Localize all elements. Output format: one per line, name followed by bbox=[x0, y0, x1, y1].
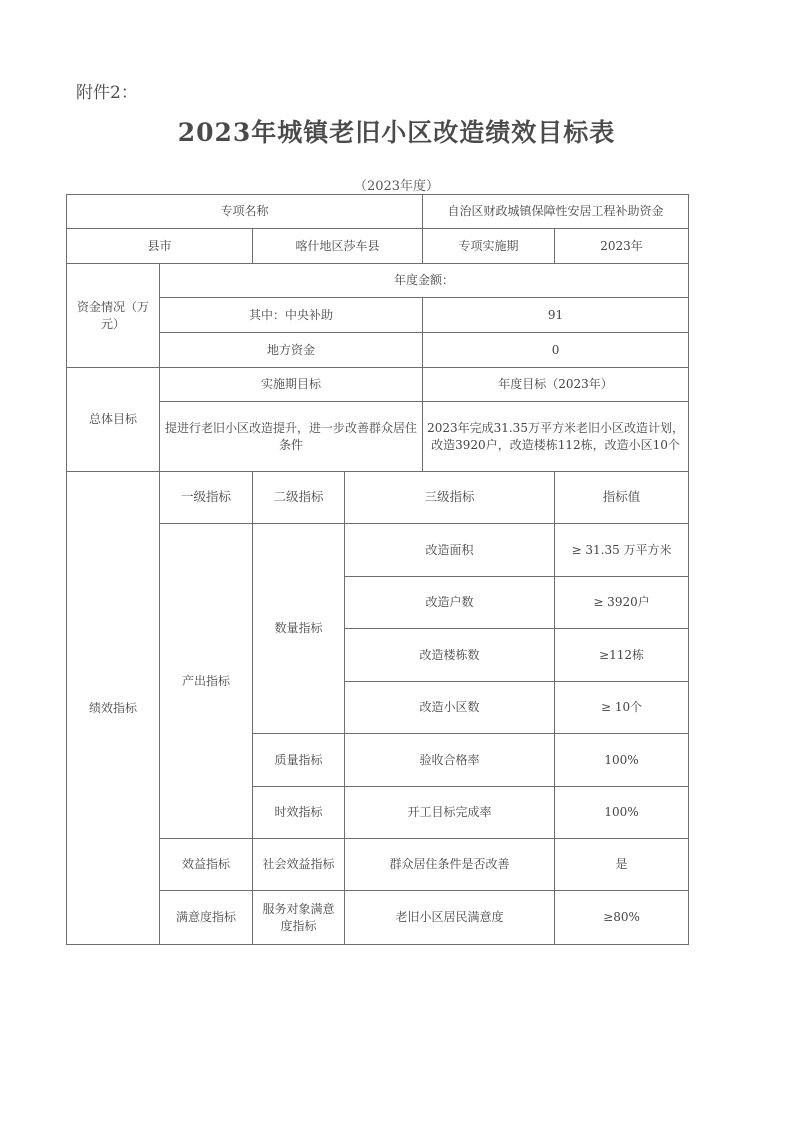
indicator-name: 改造小区数 bbox=[345, 682, 555, 734]
indicator-value: ≥ 3920户 bbox=[555, 577, 689, 629]
county-label: 县市 bbox=[67, 229, 253, 264]
central-subsidy-label: 其中：中央补助 bbox=[160, 298, 423, 333]
document-title: 2023年城镇老旧小区改造绩效目标表 bbox=[177, 118, 616, 147]
indicator-value: 100% bbox=[555, 734, 689, 787]
annual-amount-row bbox=[67, 264, 689, 298]
quantity-indicator-label: 数量指标 bbox=[253, 524, 345, 734]
overall-goal-row bbox=[67, 402, 689, 472]
performance-target-table bbox=[66, 194, 689, 945]
period-goal-text: 提进行老旧小区改造提升，进一步改善群众居住条件 bbox=[160, 402, 423, 472]
indicator-name: 验收合格率 bbox=[345, 734, 555, 787]
central-subsidy-value: 91 bbox=[423, 298, 689, 333]
year-note: （2023年度） bbox=[353, 179, 440, 194]
table-row bbox=[67, 524, 689, 577]
central-subsidy-row bbox=[67, 298, 689, 333]
project-name-value: 自治区财政城镇保障性安居工程补助资金 bbox=[423, 195, 689, 229]
indicator-name: 开工目标完成率 bbox=[345, 787, 555, 839]
social-benefit-indicator-label: 社会效益指标 bbox=[253, 839, 345, 891]
annual-amount-label: 年度金额： bbox=[160, 264, 689, 298]
level2-header: 二级指标 bbox=[253, 472, 345, 524]
funds-label: 资金情况（万元） bbox=[67, 264, 160, 368]
indicator-header-row bbox=[67, 472, 689, 524]
project-name-row bbox=[67, 195, 689, 229]
timeliness-indicator-label: 时效指标 bbox=[253, 787, 345, 839]
county-row bbox=[67, 229, 689, 264]
project-name-label: 专项名称 bbox=[67, 195, 423, 229]
table-row bbox=[67, 839, 689, 891]
level1-header: 一级指标 bbox=[160, 472, 253, 524]
indicator-name: 改造面积 bbox=[345, 524, 555, 577]
service-satisfaction-indicator-label: 服务对象满意度指标 bbox=[253, 891, 345, 945]
indicator-value: ≥80% bbox=[555, 891, 689, 945]
overall-goal-header-row bbox=[67, 368, 689, 402]
indicator-value: ≥112栋 bbox=[555, 629, 689, 682]
period-value: 2023年 bbox=[555, 229, 689, 264]
satisfaction-indicator-label: 满意度指标 bbox=[160, 891, 253, 945]
level3-header: 三级指标 bbox=[345, 472, 555, 524]
benefit-indicator-label: 效益指标 bbox=[160, 839, 253, 891]
indicator-value: 是 bbox=[555, 839, 689, 891]
indicator-value: 100% bbox=[555, 787, 689, 839]
annual-goal-header: 年度目标（2023年） bbox=[423, 368, 689, 402]
performance-indicator-label: 绩效指标 bbox=[67, 472, 160, 945]
overall-goal-label: 总体目标 bbox=[67, 368, 160, 472]
indicator-name: 群众居住条件是否改善 bbox=[345, 839, 555, 891]
period-label: 专项实施期 bbox=[423, 229, 555, 264]
annual-goal-text: 2023年完成31.35万平方米老旧小区改造计划，改造3920户，改造楼栋112栋，改造小区10个 bbox=[423, 402, 689, 472]
indicator-value: ≥ 31.35 万平方米 bbox=[555, 524, 689, 577]
quality-indicator-label: 质量指标 bbox=[253, 734, 345, 787]
county-value: 喀什地区莎车县 bbox=[253, 229, 423, 264]
output-indicator-label: 产出指标 bbox=[160, 524, 253, 839]
local-funds-label: 地方资金 bbox=[160, 333, 423, 368]
period-goal-header: 实施期目标 bbox=[160, 368, 423, 402]
indicator-name: 改造户数 bbox=[345, 577, 555, 629]
attachment-label: 附件2： bbox=[76, 83, 138, 103]
local-funds-value: 0 bbox=[423, 333, 689, 368]
value-header: 指标值 bbox=[555, 472, 689, 524]
table-row bbox=[67, 891, 689, 945]
indicator-name: 改造楼栋数 bbox=[345, 629, 555, 682]
indicator-value: ≥ 10个 bbox=[555, 682, 689, 734]
indicator-name: 老旧小区居民满意度 bbox=[345, 891, 555, 945]
local-funds-row bbox=[67, 333, 689, 368]
